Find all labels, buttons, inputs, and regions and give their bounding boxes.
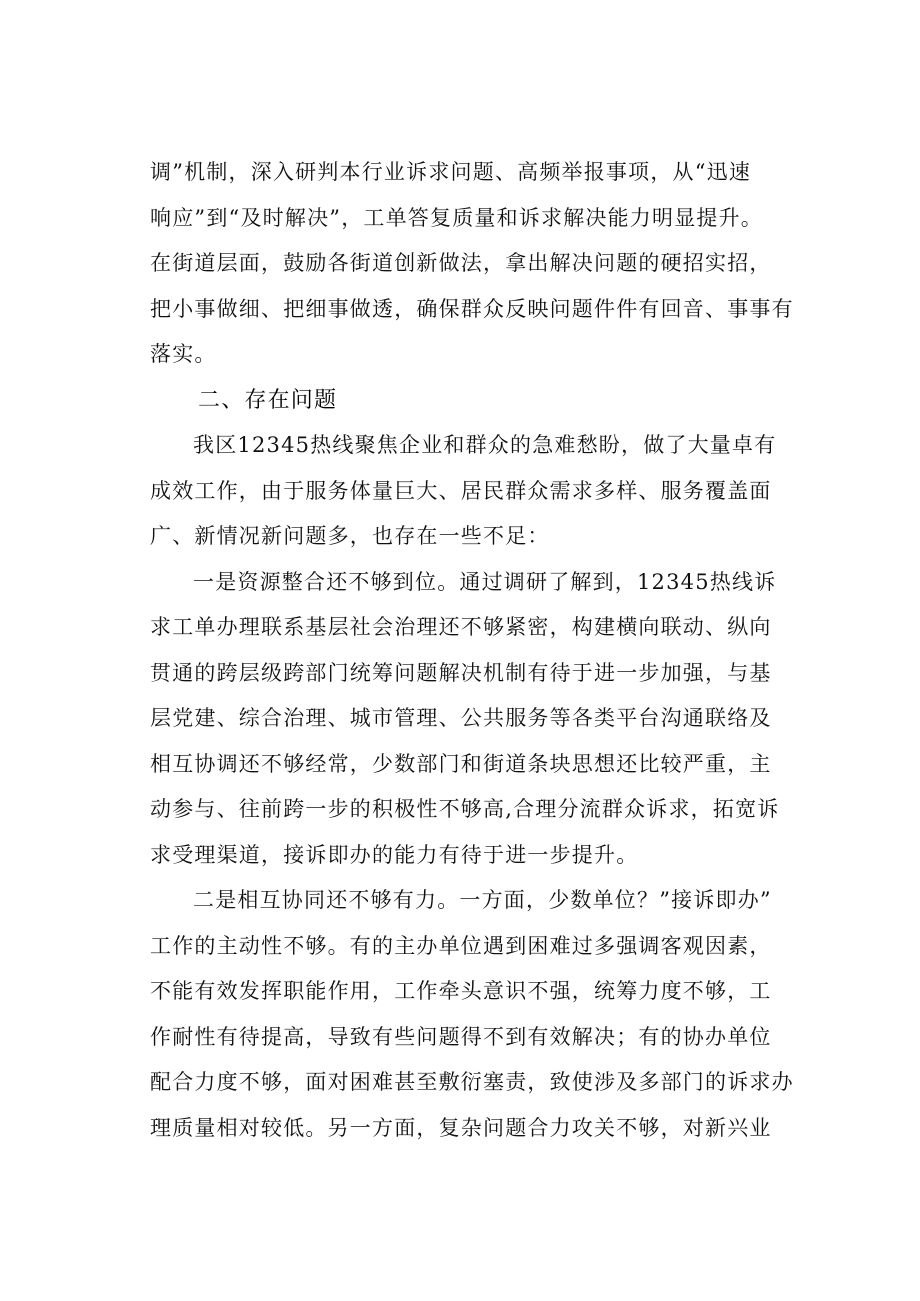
paragraph-line: 一是资源整合还不够到位。通过调研了解到，12345热线诉 [193,569,777,594]
paragraph-line: 层党建、综合治理、城市管理、公共服务等各类平台沟通联络及 [150,706,772,730]
section-heading: 二、存在问题 [198,387,338,413]
paragraph-line: 二是相互协同还不够有力。一方面，少数单位？”接诉即办” [193,888,772,912]
document-body [150,150,810,1151]
paragraph-line: 贯通的跨层级跨部门统筹问题解决机制有待于进一步加强，与基 [150,660,772,685]
paragraph-line: 动参与、往前跨一步的积极性不够高,合理分流群众诉求，拓宽诉 [150,797,780,821]
paragraph-line: 响应”到“及时解决”，工单答复质量和诉求解决能力明显提升。 [150,205,764,230]
paragraph-line: 落实。 [150,342,217,366]
paragraph-line: 把小事做细、把细事做透，确保群众反映问题件件有回音、事事有 [150,296,794,321]
paragraph-line: 作耐性有待提高，导致有些问题得不到有效解决；有的协办单位 [150,1024,772,1049]
paragraph-line: 求工单办理联系基层社会治理还不够紧密，构建横向联动、纵向 [150,615,772,639]
paragraph-line: 调”机制，深入研判本行业诉求问题、高频举报事项，从“迅速 [150,160,752,184]
paragraph-line: 理质量相对较低。另一方面，复杂问题合力攻关不够，对新兴业 [150,1115,772,1140]
paragraph-line: 工作的主动性不够。有的主办单位遇到困难过多强调客观因素， [150,933,772,958]
paragraph-line: 不能有效发挥职能作用，工作牵头意识不强，统筹力度不够，工 [150,979,772,1003]
paragraph-line: 广、新情况新问题多，也存在一些不足： [150,524,550,548]
paragraph-line: 相互协调还不够经常，少数部门和街道条块思想还比较严重，主 [150,751,772,776]
paragraph-line: 配合力度不够，面对困难甚至敷衍塞责，致使涉及多部门的诉求办 [150,1070,794,1094]
paragraph-line: 我区12345热线聚焦企业和群众的急难愁盼，做了大量卓有 [193,433,777,457]
paragraph-line: 在街道层面，鼓励各街道创新做法，拿出解决问题的硬招实招， [150,251,772,275]
paragraph-line: 成效工作，由于服务体量巨大、居民群众需求多样、服务覆盖面 [150,478,772,503]
paragraph-line: 求受理渠道，接诉即办的能力有待于进一步提升。 [150,842,639,867]
